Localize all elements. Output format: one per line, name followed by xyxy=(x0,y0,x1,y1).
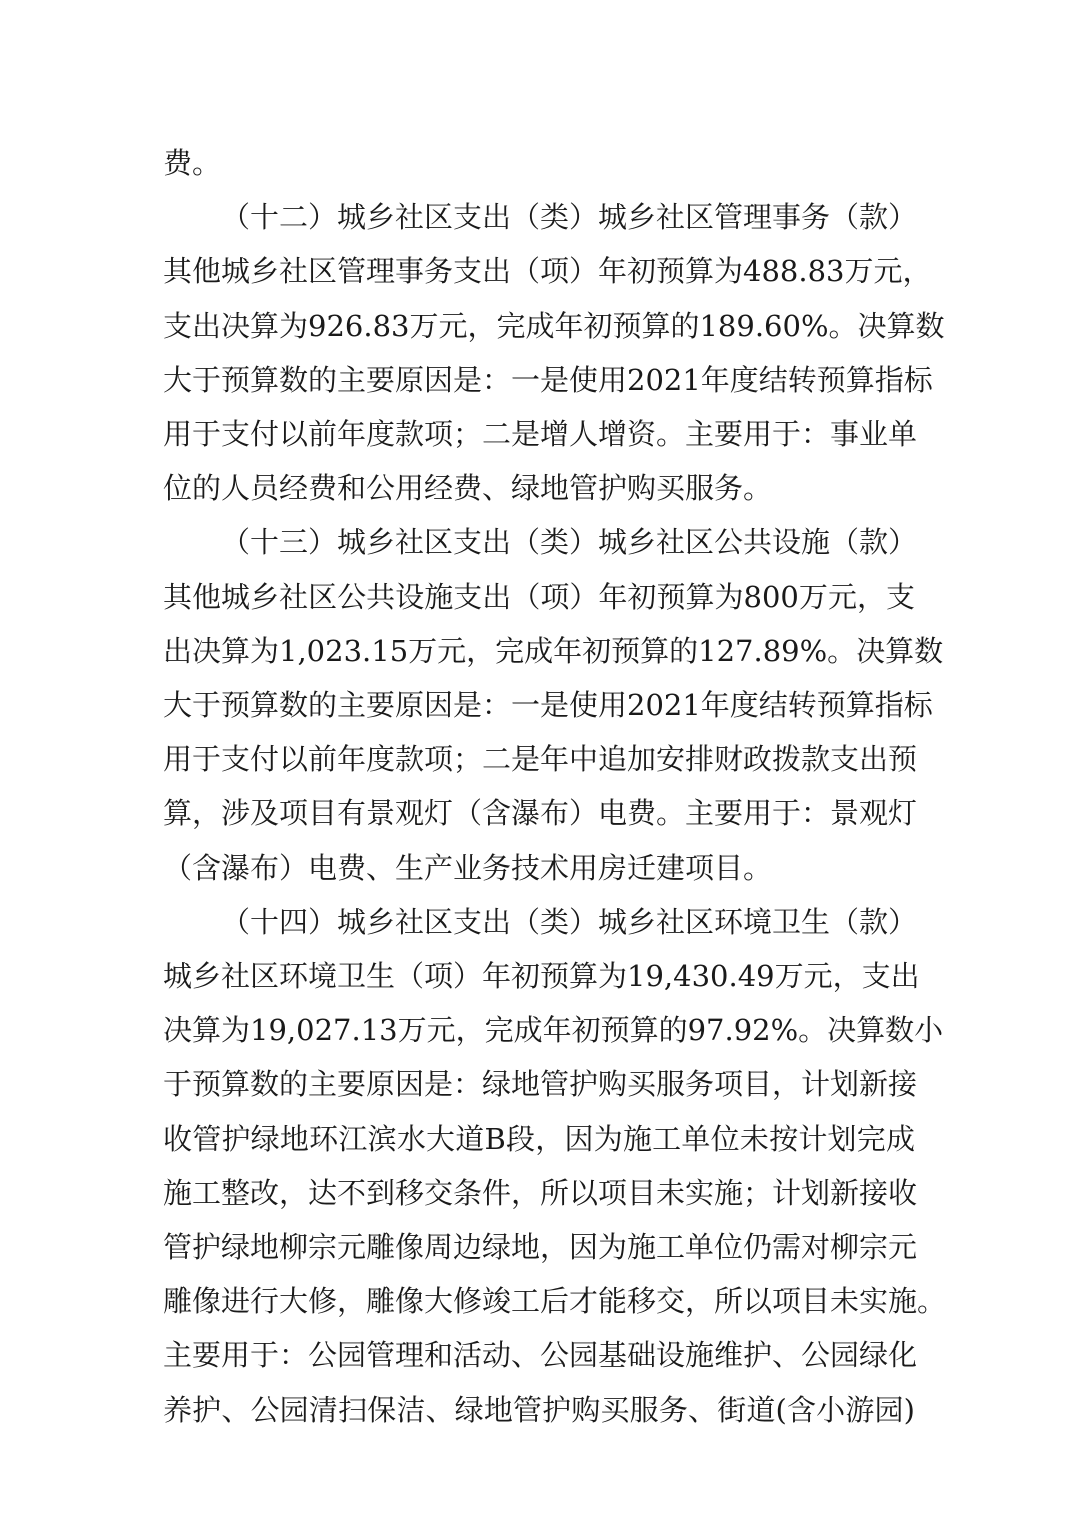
text-line: 主要用于：公园管理和活动、公园基础设施维护、公园绿化 xyxy=(163,1338,918,1373)
text-line: 施工整改，达不到移交条件，所以项目未实施；计划新接收 xyxy=(163,1175,918,1210)
text-line: 大于预算数的主要原因是：一是使用2021年度结转预算指标 xyxy=(163,362,933,397)
text-line: 城乡社区环境卫生（项）年初预算为19,430.49万元，支出 xyxy=(163,959,920,994)
paragraph-item-12 xyxy=(163,190,945,515)
text-line: 支出决算为926.83万元，完成年初预算的189.60%。决算数 xyxy=(163,308,945,343)
text-line: （十三）城乡社区支出（类）城乡社区公共设施（款） xyxy=(221,525,918,560)
text-line: （含瀑布）电费、生产业务技术用房迁建项目。 xyxy=(163,850,773,885)
text-line: 用于支付以前年度款项；二是年中追加安排财政拨款支出预 xyxy=(163,742,918,777)
text-line: （十二）城乡社区支出（类）城乡社区管理事务（款） xyxy=(221,200,918,235)
text-line: 算，涉及项目有景观灯（含瀑布）电费。主要用于：景观灯 xyxy=(163,796,918,831)
text-line: 其他城乡社区公共设施支出（项）年初预算为800万元，支 xyxy=(163,579,915,614)
paragraph-continuation xyxy=(163,136,915,190)
text-line: 出决算为1,023.15万元，完成年初预算的127.89%。决算数 xyxy=(163,633,944,668)
body-text xyxy=(163,136,947,1437)
text-line: 用于支付以前年度款项；二是增人增资。主要用于：事业单 xyxy=(163,417,918,452)
text-line: 大于预算数的主要原因是：一是使用2021年度结转预算指标 xyxy=(163,688,933,723)
text-line: （十四）城乡社区支出（类）城乡社区环境卫生（款） xyxy=(221,904,918,939)
text-line: 于预算数的主要原因是：绿地管护购买服务项目，计划新接 xyxy=(163,1067,918,1102)
text-line: 管护绿地柳宗元雕像周边绿地，因为施工单位仍需对柳宗元 xyxy=(163,1230,918,1265)
text-line: 其他城乡社区管理事务支出（项）年初预算为488.83万元， xyxy=(163,254,932,289)
paragraph-item-14 xyxy=(163,895,947,1437)
text-line: 养护、公园清扫保洁、绿地管护购买服务、街道(含小游园) xyxy=(163,1392,915,1427)
text-line: 位的人员经费和公用经费、绿地管护购买服务。 xyxy=(163,471,773,506)
paragraph-item-13 xyxy=(163,515,944,894)
text-line: 收管护绿地环江滨水大道B段，因为施工单位未按计划完成 xyxy=(163,1121,915,1156)
text-line: 雕像进行大修，雕像大修竣工后才能移交，所以项目未实施。 xyxy=(163,1284,947,1319)
text-line: 决算为19,027.13万元，完成年初预算的97.92%。决算数小 xyxy=(163,1013,944,1048)
text-line: 费。 xyxy=(163,146,222,180)
